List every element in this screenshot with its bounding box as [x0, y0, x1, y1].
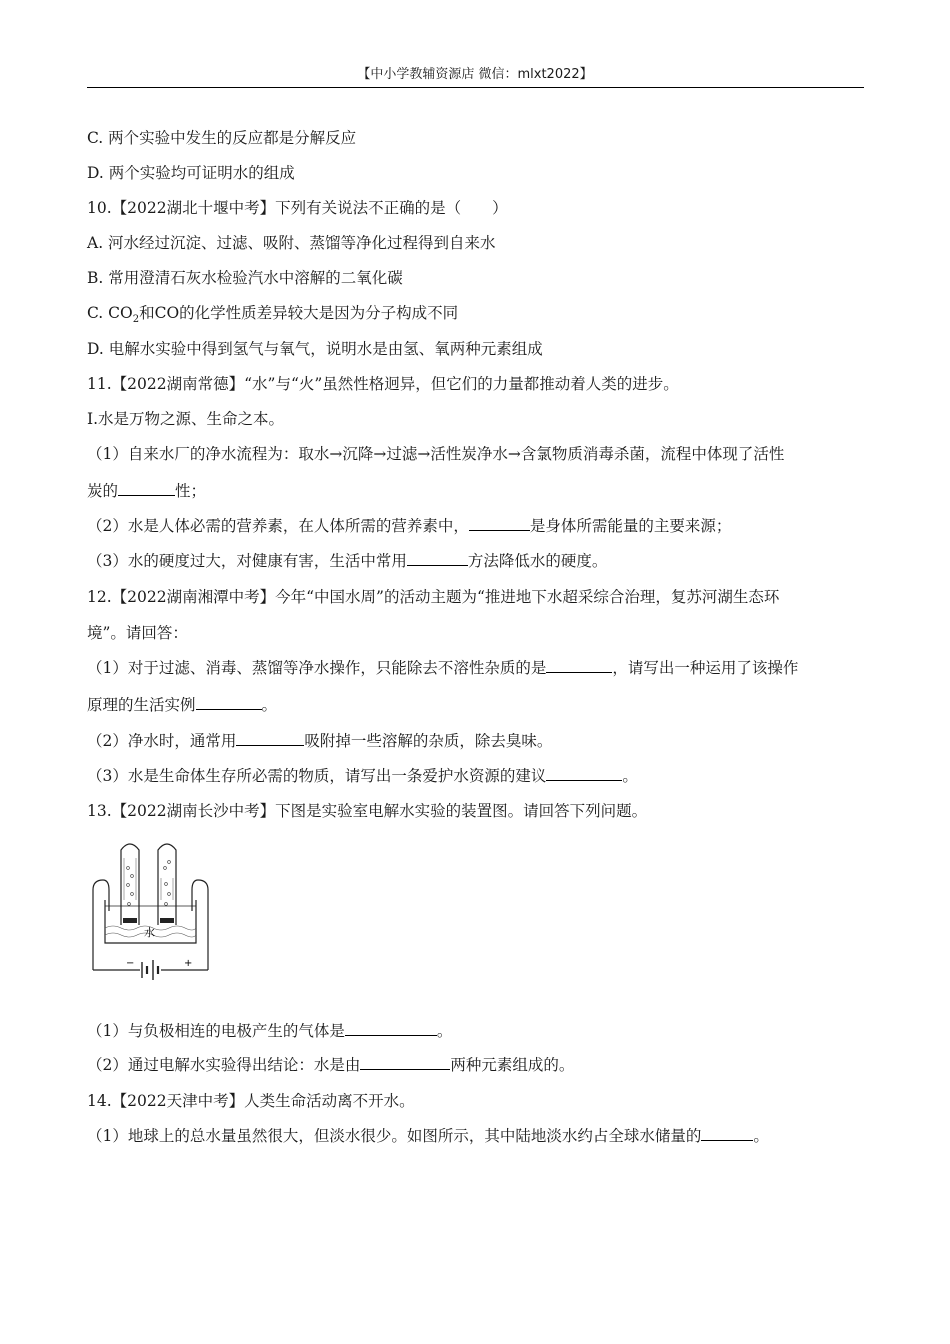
right-test-tube	[158, 844, 176, 925]
q14-sub1-pre: （1）地球上的总水量虽然很大，但淡水很少。如图所示，其中陆地淡水约占全球水储量的	[87, 1127, 702, 1145]
q10-option-c-post: 和CO的化学性质差异较大是因为分子构成不同	[139, 304, 459, 322]
q12-sub1-line2-pre: 原理的生活实例	[87, 696, 196, 714]
q10-option-c	[87, 302, 458, 324]
q11-stem: 11.【2022湖南常德】“水”与“火”虽然性格迥异，但它们的力量都推动着人类的进步。	[87, 375, 679, 393]
q12-sub3-pre: （3）水是生命体生存所必需的物质，请写出一条爱护水资源的建议	[87, 767, 547, 785]
left-test-tube	[121, 844, 139, 925]
q12-sub2	[87, 730, 552, 752]
q10-option-b: B. 常用澄清石灰水检验汽水中溶解的二氧化碳	[87, 269, 403, 287]
q11-sub2-post: 是身体所需能量的主要来源；	[529, 517, 732, 535]
q12-sub1-pre: （1）对于过滤、消毒、蒸馏等净水操作，只能除去不溶性杂质的是	[87, 659, 547, 677]
left-wire	[93, 880, 109, 970]
q10-option-c-pre: C. CO	[87, 304, 133, 322]
plus-sign: +	[184, 958, 193, 969]
battery-icon	[142, 960, 158, 980]
q9-option-c: C. 两个实验中发生的反应都是分解反应	[87, 129, 357, 147]
q14-sub1	[87, 1125, 769, 1147]
q11-sub2	[87, 515, 731, 537]
q10-stem: 10.【2022湖北十堰中考】下列有关说法不正确的是（ ）	[87, 199, 508, 217]
q11-sub1-line1: （1）自来水厂的净水流程为：取水→沉降→过滤→活性炭净水→含氯物质消毒杀菌，流程中体现了活性	[87, 445, 785, 463]
q12-stem-line1: 12.【2022湖南湘潭中考】今年“中国水周”的活动主题为“推进地下水超采综合治理，复苏河湖生态环	[87, 588, 780, 606]
q11-sub3-pre: （3）水的硬度过大，对健康有害，生活中常用	[87, 552, 407, 570]
q12-sub1-line2-post: 。	[261, 696, 278, 714]
q13-sub1-pre: （1）与负极相连的电极产生的气体是	[87, 1022, 345, 1040]
right-wire	[192, 880, 208, 970]
q12-sub1-line2	[87, 694, 277, 716]
q12-sub1-post: ，请写出一种运用了该操作	[612, 659, 799, 677]
q12-sub3-post: 。	[622, 767, 638, 785]
q13-blank-1[interactable]	[345, 1021, 437, 1036]
q11-sub1-pre: 炭的	[87, 482, 119, 500]
q13-sub1	[87, 1020, 452, 1042]
q10-option-d: D. 电解水实验中得到氢气与氧气，说明水是由氢、氧两种元素组成	[87, 340, 543, 358]
q11-sub2-pre: （2）水是人体必需的营养素，在人体所需的营养素中，	[87, 517, 469, 535]
q12-blank-4[interactable]	[546, 766, 622, 781]
q12-blank-1[interactable]	[546, 658, 612, 673]
electrolysis-apparatus-figure	[88, 838, 213, 988]
q12-stem-line2: 境”。请回答：	[87, 624, 188, 642]
q13-blank-2[interactable]	[360, 1055, 450, 1070]
q11-blank-1[interactable]	[118, 481, 175, 496]
q11-sub1-line2	[87, 480, 206, 502]
q9-option-d: D. 两个实验均可证明水的组成	[87, 164, 295, 182]
q11-sub3	[87, 550, 607, 572]
q14-blank-1[interactable]	[701, 1126, 753, 1141]
q10-option-c-sub: 2	[132, 314, 140, 326]
minus-sign: −	[126, 958, 135, 969]
q10-option-a: A. 河水经过沉淀、过滤、吸附、蒸馏等净化过程得到自来水	[87, 234, 496, 252]
q12-sub1-line1	[87, 657, 798, 679]
header-rule	[87, 87, 864, 88]
q11-blank-2[interactable]	[469, 516, 530, 531]
q12-sub2-post: 吸附掉一些溶解的杂质，除去臭味。	[304, 732, 553, 750]
q13-sub2-pre: （2）通过电解水实验得出结论：水是由	[87, 1056, 361, 1074]
water-label: 水	[144, 926, 155, 939]
q12-sub2-pre: （2）净水时，通常用	[87, 732, 237, 750]
q14-sub1-post: 。	[753, 1127, 769, 1145]
q13-sub1-post: 。	[436, 1022, 453, 1040]
q13-sub2-post: 两种元素组成的。	[450, 1056, 575, 1074]
page-header: 【中小学教辅资源店 微信：mlxt2022】	[357, 67, 593, 82]
q12-blank-3[interactable]	[236, 731, 304, 746]
q13-sub2	[87, 1054, 574, 1076]
q11-sub1-post: 性；	[175, 482, 207, 500]
q12-sub3	[87, 765, 638, 787]
q12-blank-2[interactable]	[196, 695, 262, 710]
q11-part1: Ⅰ.水是万物之源、生命之本。	[87, 410, 285, 428]
q11-sub3-post: 方法降低水的硬度。	[467, 552, 608, 570]
q11-blank-3[interactable]	[407, 551, 468, 566]
q14-stem: 14.【2022天津中考】人类生命活动离不开水。	[87, 1092, 415, 1110]
q13-stem: 13.【2022湖南长沙中考】下图是实验室电解水实验的装置图。请回答下列问题。	[87, 802, 648, 820]
